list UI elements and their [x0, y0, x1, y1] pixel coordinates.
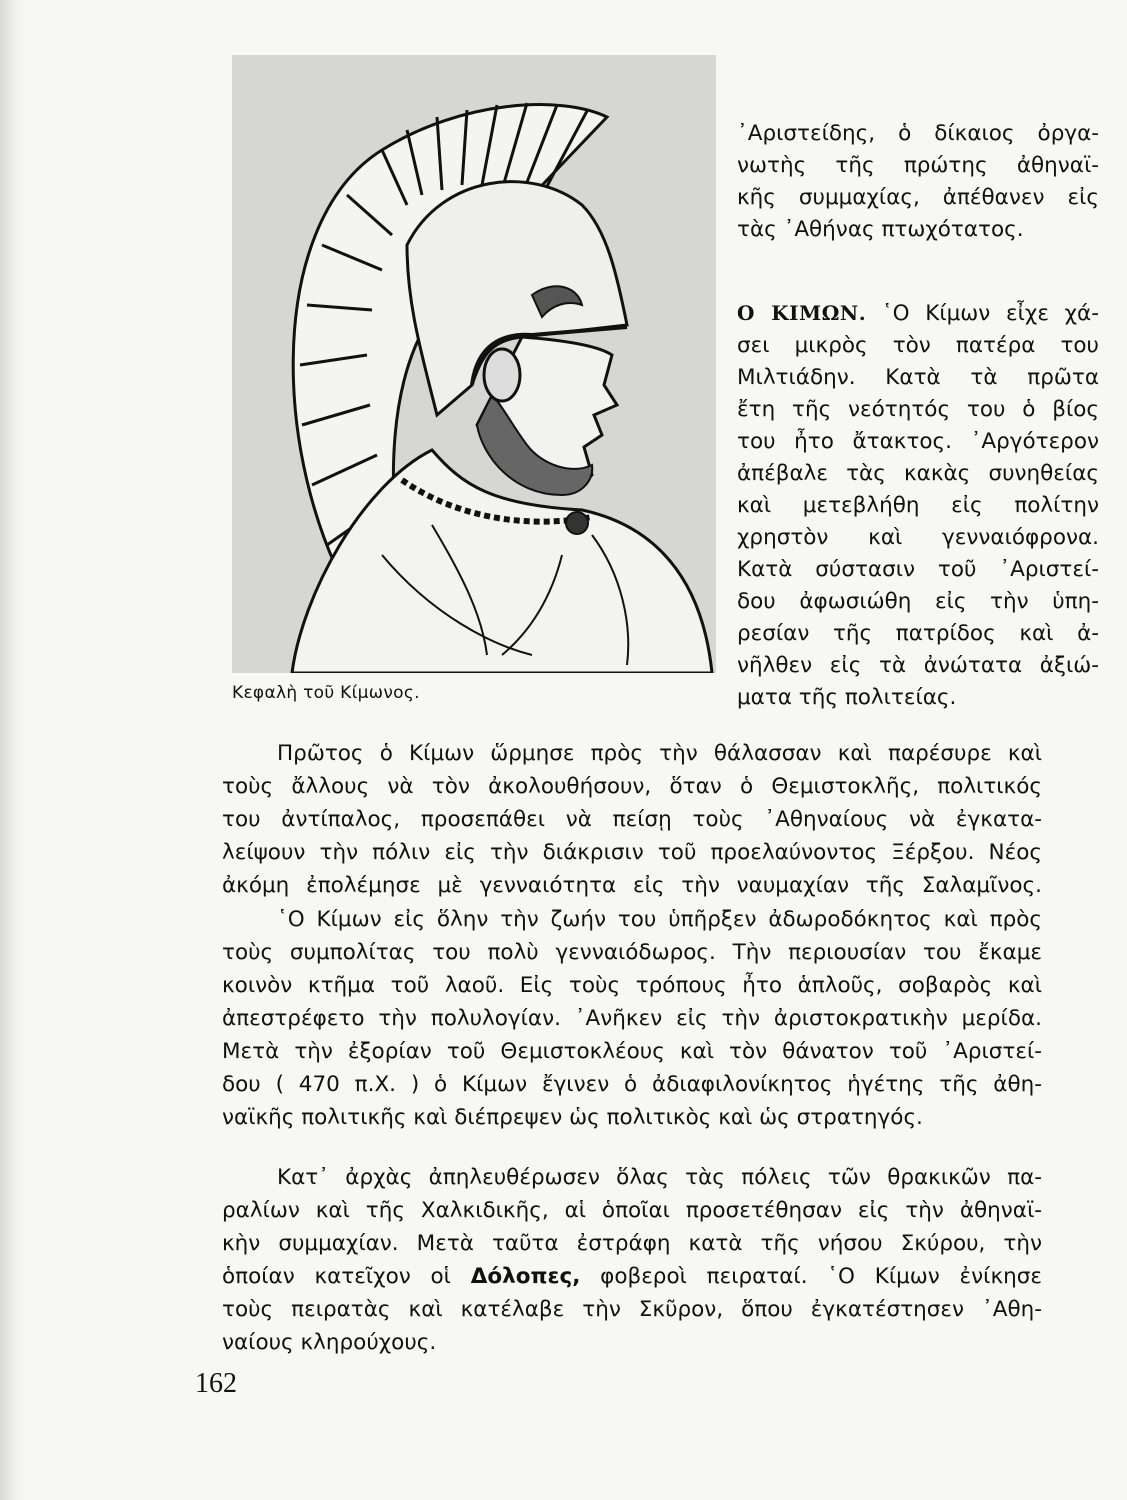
kimon-line: Κατὰ σύστασιν τοῦ ᾿Αριστεί-	[737, 557, 1099, 582]
paragraph-3	[222, 1161, 1042, 1359]
paragraph-line: τοὺς πειρατὰς καὶ κατέλαβε τὴν Σκῦρον, ὅπου ἐγκατέστησεν ᾿Αθη-	[222, 1297, 1042, 1322]
paragraph-2	[222, 903, 1042, 1134]
kimon-first-line-text: ῾Ο Κίμων εἶχε χά-	[881, 301, 1099, 326]
paragraph-line: Κατ᾿ ἀρχὰς ἀπηλευθέρωσεν ὅλας τὰς πόλεις τῶν θρακικῶν πα-	[277, 1165, 1042, 1190]
paragraph-line: του ἀντίπαλος, προσεπάθει νὰ πείσῃ τοὺς ᾿Αθηναίους νὰ ἐγκατα-	[222, 807, 1042, 832]
kimon-line: καὶ μετεβλήθη εἰς πολίτην	[737, 493, 1099, 518]
emphasis-dolopes: Δόλοπες,	[470, 1264, 581, 1289]
kimon-first-line	[737, 297, 1099, 330]
kimon-line: ρεσίαν τῆς πατρίδος καὶ ἀ-	[737, 621, 1099, 646]
paragraph-line: Πρῶτος ὁ Κίμων ὥρμησε πρὸς τὴν θάλασσαν καὶ παρέσυρε καὶ	[277, 741, 1042, 766]
paragraph-line: ραλίων καὶ τῆς Χαλκιδικῆς, αἱ ὁποῖαι προσετέθησαν εἰς τὴν ἀθηναϊ-	[222, 1198, 1042, 1223]
intro-line: ᾿Αριστείδης, ὁ δίκαιος ὀργα-	[737, 121, 1099, 146]
page-number: 162	[195, 1368, 237, 1399]
paragraph-line: τοὺς ἄλλους νὰ τὸν ἀκολουθήσουν, ὅταν ὁ Θεμιστοκλῆς, πολιτικός	[222, 774, 1042, 799]
figure-kimon-head	[232, 55, 716, 673]
paragraph-line: τοὺς συμπολίτας του πολὺ γενναιόδωρος. Τὴν περιουσίαν του ἔκαμε	[222, 940, 1042, 965]
paragraph-line: ναίους κληρούχους.	[222, 1330, 437, 1355]
kimon-line: δου ἀφωσιώθη εἰς τὴν ὑπη-	[737, 589, 1099, 614]
kimon-line: ματα τῆς πολιτείας.	[737, 685, 957, 710]
intro-line: κῆς συμμαχίας, ἀπέθανεν εἰς	[737, 185, 1099, 210]
paragraph-line: ἀκόμη ἐπολέμησε μὲ γενναιότητα εἰς τὴν ναυμαχίαν τῆς Σαλαμῖνος.	[222, 873, 1042, 898]
paragraph-line: ναϊκῆς πολιτικῆς καὶ διέπρεψεν ὡς πολιτικὸς καὶ ὡς στρατηγός.	[222, 1105, 923, 1130]
paragraph-line: ἀπεστρέφετο τὴν πολυλογίαν. ᾿Ανῆκεν εἰς τὴν ἀριστοκρατικὴν μερίδα.	[222, 1006, 1042, 1031]
warrior-head-illustration	[232, 55, 716, 673]
kimon-line: ἀπέβαλε τὰς κακὰς συνηθείας	[737, 461, 1099, 486]
page-edge	[0, 0, 28, 1500]
kimon-line: χρηστὸν καὶ γενναιόφρονα.	[737, 525, 1099, 550]
kimon-line: νῆλθεν εἰς τὰ ἀνώτατα ἀξιώ-	[737, 653, 1099, 678]
paragraph-line: λείψουν τὴν πόλιν εἰς τὴν διάκρισιν τοῦ προελαύνοντος Ξέρξου. Νέος	[222, 840, 1042, 865]
figure-caption: Κεφαλὴ τοῦ Κίμωνος.	[232, 683, 420, 703]
intro-line: τὰς ᾿Αθήνας πτωχότατος.	[737, 217, 1024, 242]
kimon-line: Μιλτιάδην. Κατὰ τὰ πρῶτα	[737, 365, 1099, 390]
paragraph-line: ῾Ο Κίμων εἰς ὅλην τὴν ζωήν του ὑπῆρξεν ἀδωροδόκητος καὶ πρὸς	[277, 907, 1042, 932]
intro-column	[737, 118, 1099, 246]
intro-line: νωτὴς τῆς πρώτης ἀθηναϊ-	[737, 153, 1099, 178]
paragraph-line-dolopes	[222, 1260, 1042, 1293]
paragraph-line: κοινὸν κτῆμα τοῦ λαοῦ. Εἰς τοὺς τρόπους ἦτο ἁπλοῦς, σοβαρὸς καὶ	[222, 973, 1042, 998]
section-heading: Ο ΚΙΜΩΝ.	[737, 301, 867, 325]
paragraph-line: Μετὰ τὴν ἐξορίαν τοῦ Θεμιστοκλέους καὶ τὸν θάνατον τοῦ ᾿Αριστεί-	[222, 1039, 1042, 1064]
paragraph-1	[222, 737, 1042, 902]
kimon-line: σει μικρὸς τὸν πατέρα του	[737, 333, 1099, 358]
paragraph-line: κὴν συμμαχίαν. Μετὰ ταῦτα ἐστράφη κατὰ τῆς νήσου Σκύρου, τὴν	[222, 1231, 1042, 1256]
kimon-line: του ἦτο ἄτακτος. ᾿Αργότερον	[737, 429, 1099, 454]
paragraph-line: δου ( 470 π.Χ. ) ὁ Κίμων ἔγινεν ὁ ἀδιαφιλονίκητος ἡγέτης τῆς ἀθη-	[222, 1072, 1042, 1097]
kimon-line: ἔτη τῆς νεότητός του ὁ βίος	[737, 397, 1099, 422]
text-segment: ὁποίαν κατεῖχον οἱ	[222, 1264, 471, 1289]
kimon-section	[737, 297, 1099, 714]
text-segment: φοβεροὶ πειραταί. ῾Ο Κίμων ἐνίκησε	[580, 1264, 1042, 1289]
